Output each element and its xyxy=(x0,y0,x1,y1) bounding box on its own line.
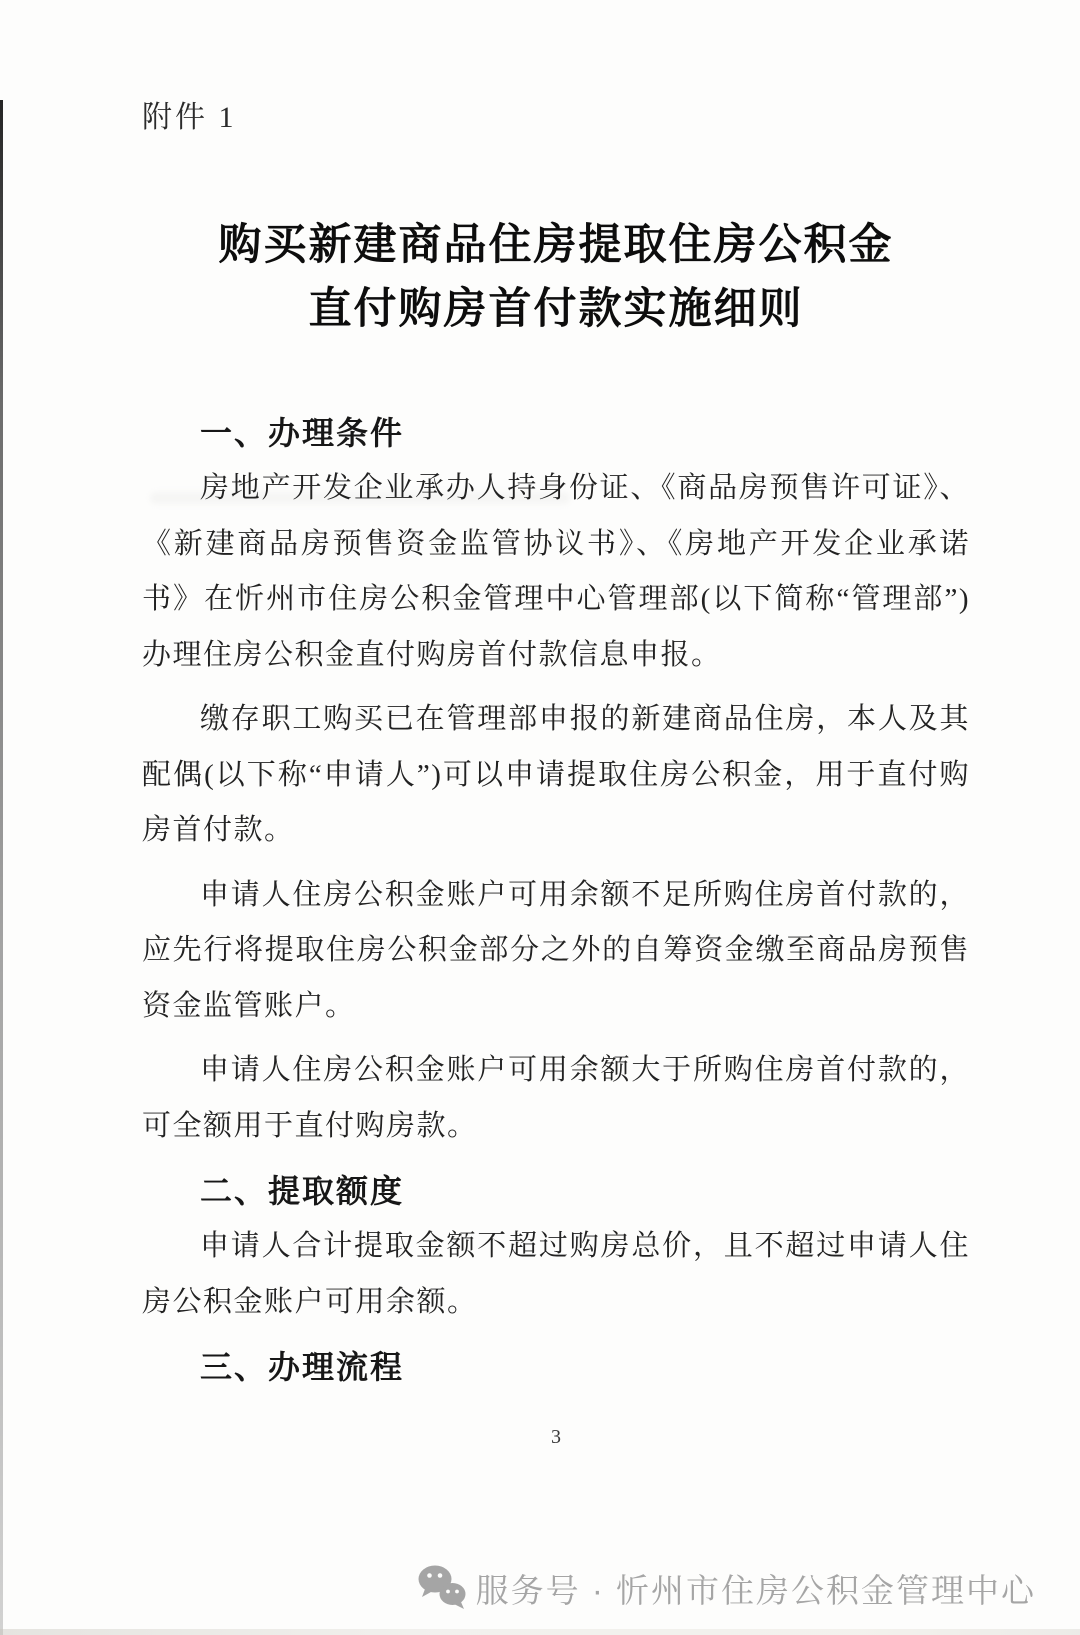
paragraph: 申请人住房公积金账户可用余额大于所购住房首付款的，可全额用于直付购房款。 xyxy=(142,1054,970,1142)
paragraph: 缴存职工购买已在管理部申报的新建商品住房，本人及其配偶(以下称“申请人”)可以申请提取住房公积金，用于直付购房首付款。 xyxy=(142,703,970,846)
document-title xyxy=(142,214,970,342)
section-heading-2: 二、提取额度 xyxy=(200,1173,405,1209)
footer-service-account-label: 服务号 · 忻州市住房公积金管理中心 xyxy=(475,1571,1036,1609)
scan-bottom-edge-artifact xyxy=(0,1629,1080,1635)
section-heading-3: 三、办理流程 xyxy=(200,1349,405,1385)
wechat-icon xyxy=(416,1562,468,1614)
paragraph: 房地产开发企业承办人持身份证、《商品房预售许可证》、《新建商品房预售资金监管协议书》、《房地产开发企业承诺书》在忻州市住房公积金管理中心管理部(以下简称“管理部”)办理住房公积金直付购房首付款信息申报。 xyxy=(142,472,970,671)
document-page xyxy=(0,100,1080,1449)
page-number: 3 xyxy=(551,1426,561,1448)
document-title-line1: 购买新建商品住房提取住房公积金 xyxy=(218,222,894,269)
attachment-label: 附件 1 xyxy=(142,101,237,134)
paragraph: 申请人合计提取金额不超过购房总价，且不超过申请人住房公积金账户可用余额。 xyxy=(142,1230,970,1318)
document-title-line2: 直付购房首付款实施细则 xyxy=(308,286,804,333)
paragraph: 申请人住房公积金账户可用余额不足所购住房首付款的，应先行将提取住房公积金部分之外的自筹资金缴至商品房预售资金监管账户。 xyxy=(142,878,970,1022)
wechat-service-account-banner[interactable] xyxy=(0,1562,1080,1614)
section-heading-1: 一、办理条件 xyxy=(200,415,405,451)
